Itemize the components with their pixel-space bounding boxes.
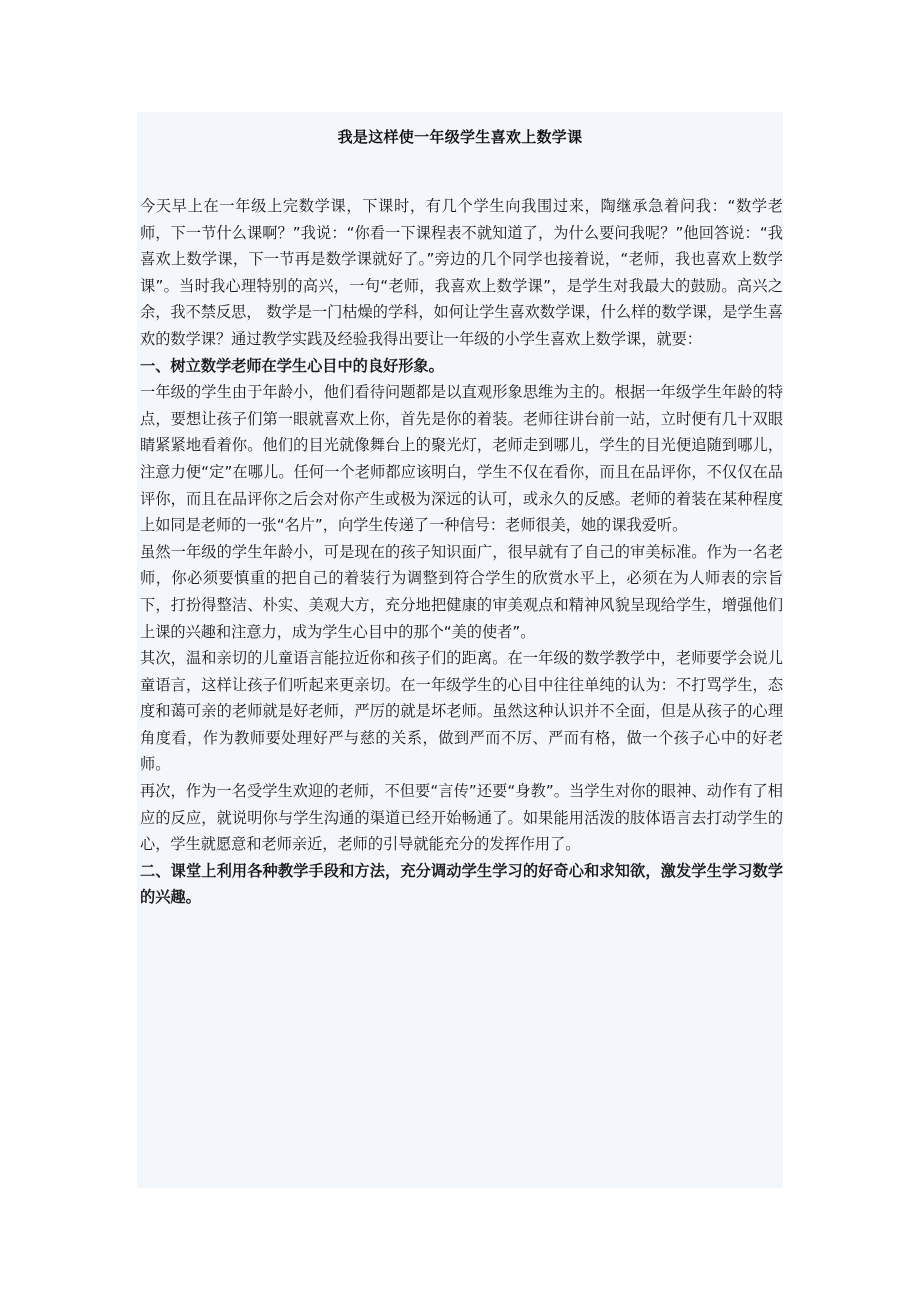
document-title: 我是这样使一年级学生喜欢上数学课 [337,128,583,146]
document-body [140,193,783,911]
section-heading-2: 二、课堂上利用各种教学手段和方法，充分调动学生学习的好奇心和求知欲，激发学生学习数学的兴趣。 [140,861,783,907]
section-heading-1: 一、树立数学老师在学生心目中的良好形象。 [140,356,444,375]
paragraph-attire: 一年级的学生由于年龄小，他们看待问题都是以直观形象思维为主的。根据一年级学生年龄的特点，要想让孩子们第一眼就喜欢上你，首先是你的着装。老师往讲台前一站，立时便有几十双眼睛紧紧地看着你。他们的目光就像舞台上的聚光灯，老师走到哪儿，学生的目光便追随到哪儿，注意力便“定”在哪儿。任何一个老师都应该明白，学生不仅在看你，而且在品评你，不仅仅在品评你，而且在品评你之后会对你产生或极为深远的认可，或永久的反感。老师的着装在某种程度上如同是老师的一张“名片”，向学生传递了一种信号：老师很美，她的课我爱听。 [140,383,783,535]
paragraph-intro: 今天早上在一年级上完数学课，下课时，有几个学生向我围过来，陶继承急着问我：“数学老师，下一节什么课啊？”我说：“你看一下课程表不就知道了，为什么要问我呢？”他回答说：“我喜欢上数学课，下一节再是数学课就好了。”旁边的几个同学也接着说，“老师，我也喜欢上数学课”。当时我心理特别的高兴，一句“老师，我喜欢上数学课”，是学生对我最大的鼓励。高兴之余，我不禁反思， 数学是一门枯燥的学科，如何让学生喜欢数学课，什么样的数学课，是学生喜欢的数学课？通过教学实践及经验我得出要让一年级的小学生喜欢上数学课，就要： [140,197,783,348]
paragraph-language: 其次，温和亲切的儿童语言能拉近你和孩子们的距离。在一年级的数学教学中，老师要学会说儿童语言，这样让孩子们听起来更亲切。在一年级学生的心目中往往单纯的认为：不打骂学生，态度和蔼可亲的老师就是好老师，严厉的就是坏老师。虽然这种认识并不全面，但是从孩子的心理角度看，作为教师要处理好严与慈的关系，做到严而不厉、严而有格，做一个孩子心中的好老师。 [140,649,783,774]
paragraph-aesthetics: 虽然一年级的学生年龄小，可是现在的孩子知识面广，很早就有了自己的审美标准。作为一名老师，你必须要慎重的把自己的着装行为调整到符合学生的欣赏水平上，必须在为人师表的宗旨下，打扮得整洁、朴实、美观大方，充分地把健康的审美观点和精神风貌呈现给学生，增强他们上课的兴趣和注意力，成为学生心目中的那个“美的使者”。 [140,542,783,641]
paragraph-body-language: 再次，作为一名受学生欢迎的老师，不但要“言传”还要“身教”。当学生对你的眼神、动作有了相应的反应，就说明你与学生沟通的渠道已经开始畅通了。如果能用活泼的肢体语言去打动学生的心，学生就愿意和老师亲近，老师的引导就能充分的发挥作用了。 [140,782,783,854]
document-page [137,112,783,1188]
